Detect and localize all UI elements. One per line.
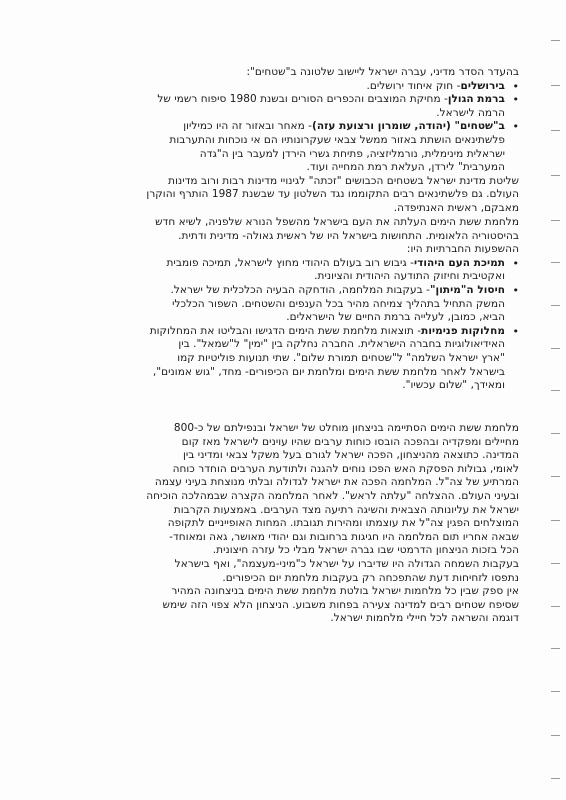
bullet-item bbox=[64, 325, 519, 339]
line-text: ובעיני העולם. ההצלחה "עלתה לראש". לאחר המלחמה הקצרה שבמהלכה הוכיחה bbox=[146, 489, 519, 502]
line-text: המרתיע של צה"ל. המלחמה הפכה את ישראל לגדולה ובלתי מנוצחת בעיני עצמה bbox=[154, 476, 519, 489]
text-line bbox=[64, 449, 519, 463]
bullet-term: ב"שטחים" (יהודה, שומרון ורצועת עזה) bbox=[312, 120, 505, 133]
margin-tick bbox=[551, 563, 560, 564]
margin-tick bbox=[551, 348, 560, 349]
line-text: בהיסטוריה הלאומית. התחושות בישראל היו של ראשית גאולה- מדינית ודתית. bbox=[178, 229, 519, 242]
line-text: ישראל את עליונותה הצבאית והשיגה רתיעה מצד הערבים. באמצעות הקרבות bbox=[173, 503, 519, 516]
text-line bbox=[64, 107, 519, 121]
text-line bbox=[64, 436, 519, 450]
line-text: המדינה. כתוצאה מהניצחון, הפכה ישראל לגורם בעל משקל צבאי ומדיני בין bbox=[182, 449, 519, 462]
text-line bbox=[64, 311, 519, 325]
margin-tick bbox=[551, 606, 560, 607]
bullet-item bbox=[64, 284, 519, 298]
line-text: האידיאולוגיות בחברה הישראלית. החברה נחלקה בין "ימין" ל"שמאל". בין bbox=[178, 338, 505, 351]
paragraph-social-effects bbox=[64, 216, 519, 393]
paragraph-victory bbox=[64, 422, 519, 626]
line-text: שבאה אחריו תום המלחמה היו חגיגות ברחובות וגם יהודי מאושר, גאה ומאוחד- bbox=[169, 530, 519, 543]
bullet-item bbox=[64, 93, 519, 107]
line-text: ואקטיבית וחיזוק התודעה היהודית והציונית. bbox=[314, 270, 505, 283]
text-line bbox=[64, 379, 519, 393]
text-line bbox=[64, 66, 519, 80]
line-text: - חוק איחוד ירושלים. bbox=[366, 79, 461, 92]
margin-tick bbox=[551, 433, 560, 434]
text-line bbox=[64, 243, 519, 257]
margin-tick bbox=[551, 85, 560, 86]
margin-tick bbox=[551, 220, 560, 221]
line-text: - תוצאות מלחמת ששת הימים הדגישו והבליטו את המחלוקות bbox=[149, 324, 422, 337]
line-text: "ארץ ישראל השלמה" ל"שטחים תמורת שלום". שתי תנועות פוליטיות קמו bbox=[177, 351, 505, 364]
margin-tick bbox=[551, 648, 560, 649]
line-text: - מחיקת המוצבים והכפרים הסורים ובשנת 1980 סיפוח רשמי של bbox=[157, 93, 448, 106]
margin-tick bbox=[551, 390, 560, 391]
text-line bbox=[64, 338, 519, 352]
line-text: דוגמה והשראה לכל חיילי מלחמות ישראל. bbox=[330, 612, 519, 625]
margin-tick bbox=[551, 691, 560, 692]
line-text: מלחמת ששת הימים העלתה את העם בישראל מהשפל הנורא שלפניה, לשיא חדש bbox=[155, 216, 519, 228]
margin-tick bbox=[551, 520, 560, 521]
line-text: מחיילים ומפקדיה ובהפכה הובסו כוחות ערבים שהיו עוינים לישראל מאז קום bbox=[181, 435, 519, 448]
text-line bbox=[64, 558, 519, 572]
text-line bbox=[64, 161, 519, 175]
text-line bbox=[64, 476, 519, 490]
bullet-term: בירושלים bbox=[460, 79, 505, 92]
paragraph-settlement bbox=[64, 66, 519, 216]
text-line bbox=[64, 612, 519, 626]
margin-tick bbox=[551, 778, 560, 779]
line-text: הרמה לישראל. bbox=[436, 106, 505, 119]
text-line bbox=[64, 544, 519, 558]
text-line bbox=[64, 599, 519, 613]
line-text: המערבית" לירדן, העלאת רמת המחייה ועוד. bbox=[306, 161, 505, 174]
text-line bbox=[64, 202, 519, 216]
bullet-item bbox=[64, 257, 519, 271]
line-text: לאומי, גבולות הפסקת האש הפכו נוחים להגנה ולתודעת הערבים הוחדר כוחה bbox=[172, 462, 519, 475]
line-text: שסיפח שטחים רבים למדינה צעירה בפחות משבוע. הניצחון הלא צפוי הזה שימש bbox=[162, 598, 519, 611]
bullet-term: מחלוקות פנימיות bbox=[421, 324, 505, 337]
text-line bbox=[64, 585, 519, 599]
margin-tick bbox=[551, 130, 560, 131]
margin-tick bbox=[551, 476, 560, 477]
bullet-term: ברמת הגולן bbox=[447, 93, 505, 106]
text-line bbox=[64, 572, 519, 586]
line-text: אין ספק שבין כל מלחמות ישראל בולטת מלחמת ששת הימים בניצחונה המהיר bbox=[171, 585, 519, 598]
line-text: העולם. גם פלשתינאים רבים התקוממו נגד השלטון עד שבשנת 1987 הותרף והוקרן bbox=[146, 188, 519, 201]
line-text: - גיבוש רוב בעולם היהודי מחוץ לישראל, תמיכה פומבית bbox=[166, 256, 414, 269]
line-text: המשק התחיל בתהליך צמיחה מהיר בכל הענפים והשטחים. השפור הכלכלי bbox=[172, 297, 505, 310]
line-text: בעקבות השמחה הגדולה היו שדיברו על ישראל כ"מיני-מעצמה", ואף בישראל bbox=[174, 557, 519, 570]
bullet-term: תמיכת העם היהודי bbox=[414, 256, 505, 269]
line-text: הביא, כמובן, לעלייה ברמת החיים של הישראלים. bbox=[286, 311, 505, 324]
text-line bbox=[64, 216, 519, 230]
margin-tick bbox=[551, 305, 560, 306]
line-text: שליטת מדינת ישראל בשטחים הכבושים "זכתה" לגינויי מדינות רבות ורוב מדינות bbox=[168, 174, 519, 187]
margin-tick bbox=[551, 735, 560, 736]
line-text: הכל בזכות הניצחון הדרמטי שבו גברה ישראל מבלי כל עזרה חיצונית. bbox=[212, 544, 519, 557]
line-text: - בעקבות המלחמה, הודחקה הבעיה הכלכלית של ישראל. bbox=[170, 283, 431, 296]
line-text: בהעדר הסדר מדיני, עברה ישראל ליישוב שלטונה ב"שטחים": bbox=[246, 66, 519, 78]
text-line bbox=[64, 366, 519, 380]
text-line bbox=[64, 175, 519, 189]
text-line bbox=[64, 270, 519, 284]
bullet-term: חיסול ה"מיתון" bbox=[430, 283, 505, 296]
line-text: מאבקם, ראשית האנתיפדה. bbox=[393, 201, 519, 214]
line-text: מלחמת ששת הימים הסתיימה בניצחון מוחלט של ישראל ובנפילתם של כ-800 bbox=[173, 422, 519, 434]
text-line bbox=[64, 230, 519, 244]
text-line bbox=[64, 298, 519, 312]
text-line bbox=[64, 148, 519, 162]
text-line bbox=[64, 352, 519, 366]
text-line bbox=[64, 490, 519, 504]
margin-tick bbox=[551, 175, 560, 176]
line-text: המוצלחים הפגין צה"ל את עוצמתו ומהירות תגובתו. המחות האופייניים לתקופה bbox=[167, 517, 519, 530]
text-line bbox=[64, 188, 519, 202]
line-text: בישראל לאחר מלחמת ששת הימים ומלחמת יום הכיפורים- מחד, "גוש אמונים", bbox=[152, 365, 505, 378]
text-line bbox=[64, 531, 519, 545]
line-text: ישראלית מינימלית, נורמליזציה, פתיחת גשרי הירדן למעבר בין ה"גדה bbox=[199, 147, 505, 160]
margin-tick bbox=[551, 40, 560, 41]
text-line bbox=[64, 422, 519, 436]
text-line bbox=[64, 504, 519, 518]
text-line bbox=[64, 517, 519, 531]
bullet-item bbox=[64, 120, 519, 134]
line-text: פלשתינאים הושתת באזור ממשל צבאי שעקרונותיו הם אי נוכחות והתערבות bbox=[169, 133, 505, 146]
line-text: ההשפעות החברתיות היו: bbox=[406, 243, 519, 256]
line-text: ומאידך, "שלום עכשיו". bbox=[402, 379, 505, 392]
line-text: - מאחר ובאזור זה היו כמיליון bbox=[183, 120, 313, 133]
line-text: נתפסו לזחיחות דעת שהתפכחה רק בעקבות מלחמת יום הכיפורים. bbox=[222, 571, 519, 584]
text-line bbox=[64, 134, 519, 148]
text-line bbox=[64, 463, 519, 477]
margin-tick bbox=[551, 262, 560, 263]
bullet-item bbox=[64, 80, 519, 94]
